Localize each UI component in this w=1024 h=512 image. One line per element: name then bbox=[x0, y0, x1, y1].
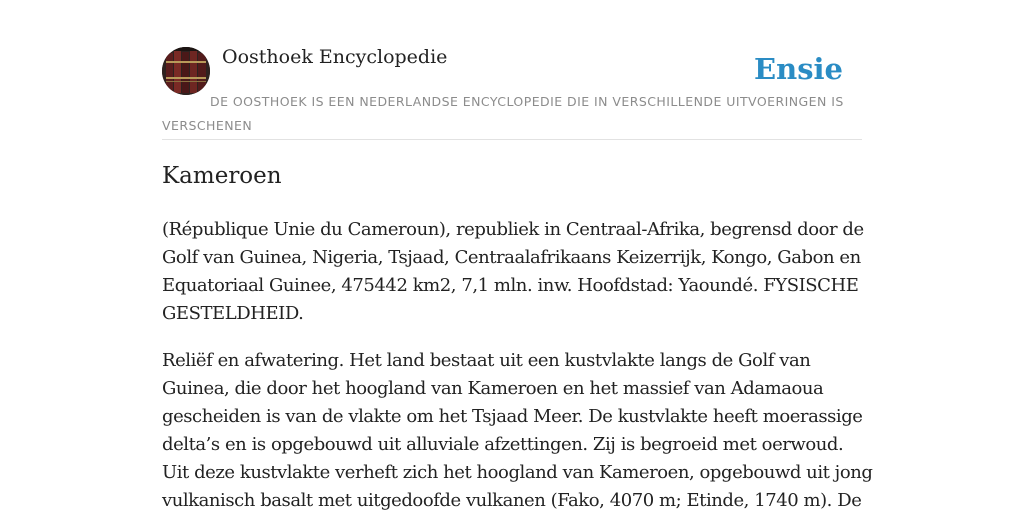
paragraph-line: (République Unie du Cameroun), republiek in Centraal-Afrika, begrensd door de bbox=[162, 219, 864, 240]
header-divider bbox=[162, 139, 862, 140]
paragraph-line: Reliëf en afwatering. Het land bestaat uit een kustvlakte langs de Golf van bbox=[162, 350, 811, 371]
site-title[interactable]: Oosthoek Encyclopedie bbox=[222, 46, 448, 68]
paragraph-line: Golf van Guinea, Nigeria, Tsjaad, Centraalafrikaans Keizerrijk, Kongo, Gabon en bbox=[162, 247, 861, 268]
paragraph-line: vulkanisch basalt met uitgedoofde vulkanen (Fako, 4070 m; Etinde, 1740 m). De bbox=[162, 490, 862, 511]
paragraph-line: delta’s en is opgebouwd uit alluviale afzettingen. Zij is begroeid met oerwoud. bbox=[162, 434, 844, 455]
paragraph-line: gescheiden is van de vlakte om het Tsjaad Meer. De kustvlakte heeft moerassige bbox=[162, 406, 863, 427]
site-tagline: DE OOSTHOEK IS EEN NEDERLANDSE ENCYCLOPEDIE DIE IN VERSCHILLENDE UITVOERINGEN IS VERSCHENEN bbox=[162, 94, 844, 133]
encyclopedia-books-icon bbox=[162, 47, 210, 95]
brand-logo[interactable]: Ensie bbox=[754, 52, 843, 86]
site-avatar[interactable] bbox=[162, 47, 210, 95]
article-paragraph bbox=[162, 347, 882, 512]
paragraph-line: GESTELDHEID. bbox=[162, 303, 304, 324]
paragraph-line: Guinea, die door het hoogland van Kameroen en het massief van Adamaoua bbox=[162, 378, 824, 399]
paragraph-line: Uit deze kustvlakte verheft zich het hoogland van Kameroen, opgebouwd uit jong bbox=[162, 462, 873, 483]
article-paragraph bbox=[162, 216, 882, 328]
article-title: Kameroen bbox=[162, 163, 282, 189]
paragraph-line: Equatoriaal Guinee, 475442 km2, 7,1 mln. inw. Hoofdstad: Yaoundé. FYSISCHE bbox=[162, 275, 859, 296]
